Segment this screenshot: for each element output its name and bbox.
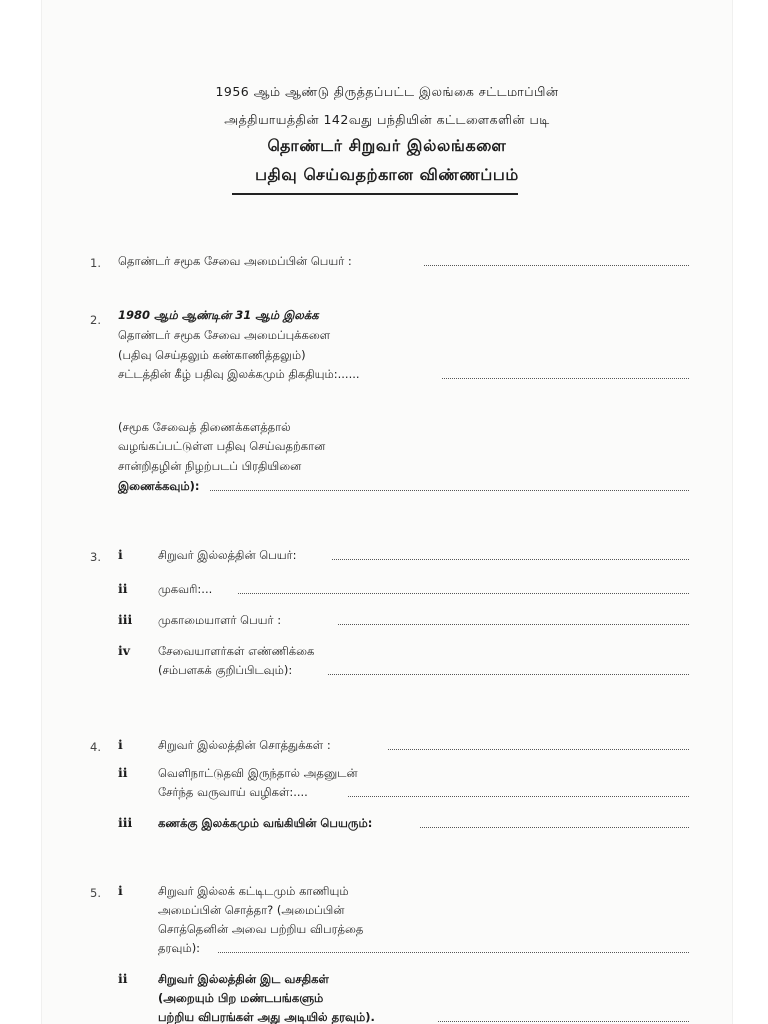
item-4-roman-ii: ii [118, 765, 128, 780]
item-5-ii-fill-line[interactable] [438, 1021, 689, 1022]
title-underline [232, 193, 518, 195]
item-3-iv-fill-line[interactable] [328, 674, 689, 675]
item-2-note-line-3: சான்றிதழின் நிழற்படப் பிரதியினை [118, 459, 302, 473]
item-1-fill-line[interactable] [424, 265, 689, 266]
form-page [42, 0, 732, 1024]
item-5-i-line-1: சிறுவர் இல்லக் கட்டிடமும் காணியும் [158, 884, 349, 898]
item-number-5: 5. [90, 886, 101, 900]
item-3-roman-iv: iv [118, 643, 131, 658]
item-5-i-line-3: சொத்தெனின் அவை பற்றிய விபரத்தை [158, 922, 364, 936]
item-3-i-fill-line[interactable] [332, 559, 689, 560]
item-4-ii-line-1: வெளிநாட்டுதவி இருந்தால் அதனுடன் [158, 766, 358, 780]
form-title-line-2: பதிவு செய்வதற்கான விண்ணப்பம் [255, 165, 519, 184]
item-2-attach-fill-line[interactable] [210, 490, 689, 491]
item-2-line-1: 1980 ஆம் ஆண்டின் 31 ஆம் இலக்க [118, 308, 319, 322]
item-4-i-label: சிறுவர் இல்லத்தின் சொத்துக்கள் : [158, 738, 331, 752]
header-line-2: அத்தியாயத்தின் 142வது பந்தியின் கட்டளைகளின் படி [224, 112, 550, 127]
item-2-note-line-4: இணைக்கவும்): [118, 479, 200, 493]
item-1-label: தொண்டர் சமூக சேவை அமைப்பின் பெயர் : [118, 254, 352, 268]
item-5-roman-i: i [118, 883, 123, 898]
item-3-iii-label: முகாமையாளர் பெயர் : [158, 613, 282, 627]
item-3-iv-line-2: (சம்பளகக் குறிப்பிடவும்): [158, 663, 293, 677]
item-3-roman-iii: iii [118, 612, 133, 627]
item-number-3: 3. [90, 550, 101, 564]
item-4-i-fill-line[interactable] [388, 749, 689, 750]
item-2-line-2: தொண்டர் சமூக சேவை அமைப்புக்களை [118, 328, 331, 342]
item-number-1: 1. [90, 256, 101, 270]
item-2-line-3: (பதிவு செய்தலும் கண்காணித்தலும்) [118, 348, 306, 362]
item-3-roman-ii: ii [118, 581, 128, 596]
item-2-line-4: சட்டத்தின் கீழ் பதிவு இலக்கமும் திகதியும்:...... [118, 367, 360, 381]
item-4-roman-i: i [118, 737, 123, 752]
item-5-i-line-2: அமைப்பின் சொத்தா? (அமைப்பின் [158, 903, 345, 917]
form-title-line-1: தொண்டர் சிறுவர் இல்லங்களை [267, 136, 507, 155]
item-5-ii-line-3: பற்றிய விபரங்கள் அது அடியில் தரவும்). [158, 1010, 375, 1024]
item-5-ii-line-2: (அறையும் பிற மண்டபங்களும் [158, 991, 324, 1005]
item-4-iii-label: கணக்கு இலக்கமும் வங்கியின் பெயரும்: [158, 816, 373, 830]
item-number-2: 2. [90, 313, 101, 327]
item-4-iii-fill-line[interactable] [420, 827, 689, 828]
item-5-i-line-4: தரவும்): [158, 941, 201, 955]
item-3-ii-label: முகவரி:... [158, 582, 213, 596]
item-5-i-fill-line[interactable] [218, 952, 689, 953]
item-4-ii-line-2: சேர்ந்த வருவாய் வழிகள்:.... [158, 785, 308, 799]
item-3-i-label: சிறுவர் இல்லத்தின் பெயர்: [158, 548, 297, 562]
item-2-note-line-2: வழங்கப்பட்டுள்ள பதிவு செய்வதற்கான [118, 439, 326, 453]
header-line-1: 1956 ஆம் ஆண்டு திருத்தப்பட்ட இலங்கை சட்டமாப்பின் [215, 84, 559, 99]
item-4-ii-fill-line[interactable] [348, 796, 689, 797]
item-3-roman-i: i [118, 547, 123, 562]
item-3-iv-line-1: சேவையாளர்கள் எண்ணிக்கை [158, 644, 315, 658]
item-number-4: 4. [90, 740, 101, 754]
item-4-roman-iii: iii [118, 815, 133, 830]
item-3-ii-fill-line[interactable] [238, 593, 689, 594]
item-3-iii-fill-line[interactable] [338, 624, 689, 625]
item-5-roman-ii: ii [118, 971, 128, 986]
item-2-note-line-1: (சமூக சேவைத் திணைக்களத்தால் [118, 420, 291, 434]
item-5-ii-line-1: சிறுவர் இல்லத்தின் இட வசதிகள் [158, 972, 329, 986]
item-2-registration-fill-line[interactable] [442, 378, 689, 379]
